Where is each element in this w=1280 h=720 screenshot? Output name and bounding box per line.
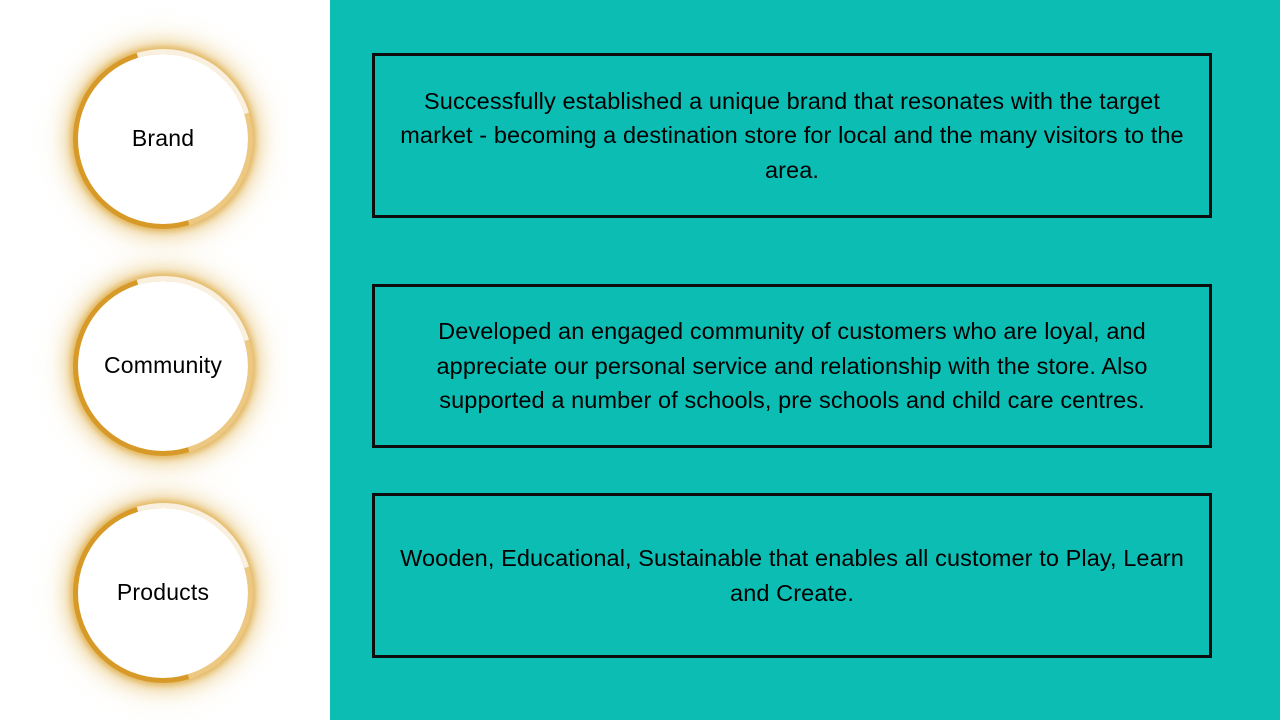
circle-badge-label: Brand [131,125,195,152]
text-box-content: Successfully established a unique brand that resonates with the target market - becoming a destination store for local and the many visitors to the area. [400,87,1184,183]
text-box-community [372,284,1212,448]
text-box-products [372,493,1212,658]
text-box-content: Developed an engaged community of customers who are loyal, and appreciate our personal service and relationship with the store. Also supported a number of schools, pre schools and child care centres. [436,318,1148,414]
circle-badge-label: Community [103,352,223,379]
text-box-content: Wooden, Educational, Sustainable that enables all customer to Play, Learn and Create. [400,544,1184,606]
text-box-brand [372,53,1212,218]
circle-badge-label: Products [116,579,210,606]
circle-badge-community[interactable] [73,276,253,456]
circle-badge-products[interactable] [73,503,253,683]
circle-badge-brand[interactable] [73,49,253,229]
